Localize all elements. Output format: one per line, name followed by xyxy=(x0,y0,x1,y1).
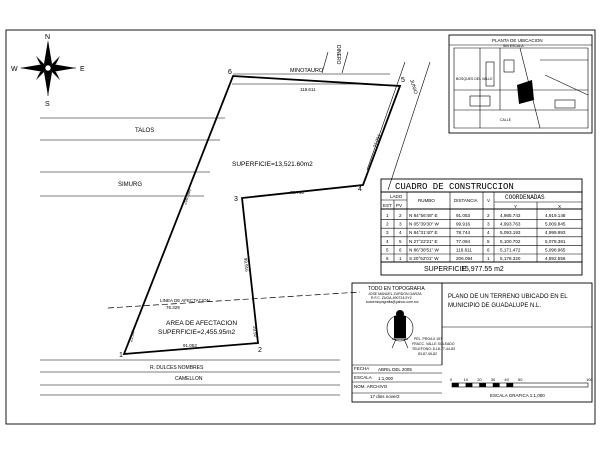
location-map-bosques: BOSQUES DEL VALLE xyxy=(456,77,493,81)
vertex-2: 2 xyxy=(258,347,262,354)
vertex-6: 6 xyxy=(228,69,232,76)
cuadro-cell-est: 3 xyxy=(386,230,389,236)
afectacion-title: AREA DE AFECTACION xyxy=(166,320,238,327)
compass-east: E xyxy=(80,66,85,73)
cuadro-cell-est: 5 xyxy=(386,247,389,253)
cuadro-cell-dist: 91.053 xyxy=(456,213,471,218)
cuadro-cell-v: 6 xyxy=(487,247,490,253)
vertex-3: 3 xyxy=(234,196,238,203)
compass-west: W xyxy=(11,66,18,73)
firm-email: todoentopografia@yahoo.com.mx xyxy=(366,300,419,304)
dim-small-a: 21.67 xyxy=(128,330,136,343)
firm-address-2: TELEFONO: 8-18-77-44-83 xyxy=(412,347,455,351)
cuadro-cell-rumbo: N 84°56'48" E xyxy=(409,213,438,218)
cuadro-rows xyxy=(381,213,582,261)
linea-afectacion-label: LINEA DE AFECTACION xyxy=(160,298,210,303)
cuadro-cell-v: 2 xyxy=(487,213,490,218)
cuadro-header-pv: PV xyxy=(396,203,403,208)
cuadro-cell-pv: 3 xyxy=(399,221,402,227)
firm-rfc: R.F.C. ZUGA-490724-9Y2 xyxy=(371,296,412,300)
cuadro-header-y: Y xyxy=(514,204,518,209)
cuadro-cell-y: 5,178.320 xyxy=(500,256,521,261)
cuadro-cell-est: 2 xyxy=(386,221,389,227)
scale-bar-segment xyxy=(493,383,500,387)
fecha-label: FECHA xyxy=(354,366,370,371)
firm-owner: JOSE MANUEL ZURDON GARZA xyxy=(368,292,422,296)
street-camellon-label: CAMELLON xyxy=(175,376,203,382)
cuadro-cell-pv: 5 xyxy=(399,238,402,244)
cuadro-cell-pv: 4 xyxy=(399,230,402,236)
location-map-title: PLANTA DE UBICACION xyxy=(492,38,543,43)
street-lines xyxy=(40,52,430,395)
cuadro-cell-x: 4,892.556 xyxy=(545,256,566,261)
scale-tick-label: 30 xyxy=(490,377,496,382)
vertex-1: 1 xyxy=(119,352,123,359)
cuadro-cell-x: 5,098.965 xyxy=(545,247,566,253)
north-arrow-icon xyxy=(20,40,76,96)
street-dulces-nombres-label: R. DULCES NOMBRES xyxy=(150,365,204,371)
cuadro-cell-y: 5,171.472 xyxy=(500,247,521,253)
plan-title-line-2: MUNICIPIO DE GUADALUPE N.L. xyxy=(448,303,542,309)
cuadro-cell-v: 1 xyxy=(487,256,490,261)
cuadro-cell-x: 4,919.148 xyxy=(545,213,566,218)
cuadro-cell-est: 1 xyxy=(386,213,389,218)
cuadro-cell-pv: 1 xyxy=(399,256,402,261)
scale-bar-segment xyxy=(506,383,513,387)
dim-2-1: 91.053 xyxy=(183,343,197,348)
cuadro-header-x: X xyxy=(558,204,562,209)
cuadro-cell-x: 4,999.993 xyxy=(545,230,566,236)
cuadro-cell-y: 5,100.702 xyxy=(500,238,521,244)
cuadro-title: CUADRO DE CONSTRUCCION xyxy=(395,182,514,192)
fecha-value: ABRIL DEL 2005 xyxy=(378,367,412,372)
location-map-calle: CALLE xyxy=(500,118,512,122)
cuadro-header-coordenadas: COORDENADAS xyxy=(505,194,545,201)
cuadro-cell-v: 4 xyxy=(487,230,490,236)
dim-small-b: 29.92 xyxy=(252,325,259,338)
vertex-5: 5 xyxy=(401,77,405,84)
firm-address-3: 83-87-06-82 xyxy=(418,352,438,356)
cuadro-cell-rumbo: S 20°52'01" W xyxy=(409,256,439,261)
graphic-scale-label: ESCALA GRAFICA 1:1,000 xyxy=(490,393,545,398)
dim-6-5: 118.611 xyxy=(300,87,316,92)
archivo-label: NOM. ARCHIVO xyxy=(354,384,388,389)
dim-3-2: 99.916 xyxy=(243,257,250,272)
afectacion-length: 76.329 xyxy=(166,305,180,310)
cuadro-header-lado: LADO xyxy=(390,194,403,199)
cuadro-cell-dist: 206.094 xyxy=(456,256,473,261)
compass-south: S xyxy=(45,101,50,108)
cuadro-header-distancia: DISTANCIA xyxy=(454,198,478,203)
scale-tick-label: 0 xyxy=(450,377,453,382)
dim-1-6: 206.094 xyxy=(182,188,193,206)
plan-title-line-1: PLANO DE UN TERRENO UBICADO EN EL xyxy=(448,294,568,300)
cuadro-cell-v: 3 xyxy=(487,221,490,227)
cuadro-cell-pv: 6 xyxy=(399,247,402,253)
firm-address-1: FRACC. VALLE SOLEADO xyxy=(412,342,455,346)
street-minotauro-label: MINOTAURO xyxy=(290,68,324,74)
street-dinero-label: DINERO xyxy=(335,45,341,65)
superficie-total: SUPERFICIE=13,521.60m2 xyxy=(232,161,313,168)
cuadro-cell-y: 4,993.763 xyxy=(500,221,521,227)
cuadro-cell-v: 5 xyxy=(487,238,490,244)
cuadro-superficie-value: 15,977.55 m2 xyxy=(461,266,504,273)
archivo-value: 17 dins nover2 xyxy=(370,394,400,399)
cuadro-header-est: EST xyxy=(383,203,392,208)
location-map-scale: SIN ESCALA xyxy=(503,44,524,48)
cuadro-cell-dist: 78.744 xyxy=(456,230,471,236)
street-simurg-label: SIMURG xyxy=(118,182,142,188)
firm-logo-icon xyxy=(387,310,413,348)
scale-tick-label: 50 xyxy=(518,377,523,382)
scale-tick-label: 20 xyxy=(477,377,482,382)
cuadro-cell-pv: 2 xyxy=(399,213,402,218)
firm-reg: PEL. PROA # 157 xyxy=(414,337,443,341)
afectacion-superficie: SUPERFICIE=2,455.95m2 xyxy=(158,329,236,336)
vertex-4: 4 xyxy=(358,186,362,193)
cuadro-cell-y: 5,093.193 xyxy=(500,230,521,236)
street-talos-label: TALOS xyxy=(135,128,155,134)
cuadro-cell-rumbo: N 05°39'30" W xyxy=(409,221,439,227)
street-junio-label: JUNIO xyxy=(408,78,419,95)
escala-label: ESCALA xyxy=(354,375,372,380)
cuadro-cell-x: 5,009.845 xyxy=(545,221,566,227)
cuadro-header-v: V xyxy=(487,198,491,203)
cuadro-cell-rumbo: N 27°22'21" E xyxy=(409,238,438,244)
cuadro-superficie-label: SUPERFICIE xyxy=(424,266,467,273)
scale-bar-segment xyxy=(466,383,473,387)
scale-tick-label: 10 xyxy=(463,377,469,382)
scale-tick-label: 100 xyxy=(586,377,593,382)
cuadro-cell-y: 4,985.743 xyxy=(500,213,521,218)
cuadro-cell-dist: 99.916 xyxy=(456,221,471,227)
cuadro-cell-est: 6 xyxy=(386,256,389,261)
dim-5-4: 77.094 xyxy=(372,133,382,149)
cuadro-cell-est: 4 xyxy=(386,238,389,244)
scale-tick-label: 40 xyxy=(504,377,509,382)
scale-bar-segment xyxy=(479,383,486,387)
cuadro-cell-x: 5,078.381 xyxy=(545,238,566,244)
compass-north: N xyxy=(45,34,51,41)
firm-name: TODO EN TOPOGRAFIA xyxy=(368,286,425,292)
scale-bar-segment xyxy=(452,383,459,387)
dim-4-3: 78.746 xyxy=(290,190,304,195)
cuadro-cell-rumbo: N 86°38'51" W xyxy=(409,247,439,253)
graphic-scale-bar xyxy=(450,377,593,387)
location-map xyxy=(449,35,592,133)
escala-value: 1:1,000 xyxy=(378,376,394,381)
cuadro-cell-rumbo: N 84°31'40" E xyxy=(409,230,438,236)
cuadro-header-rumbo: RUMBO xyxy=(418,198,435,203)
cuadro-cell-dist: 77.094 xyxy=(456,238,471,244)
cuadro-cell-dist: 116.611 xyxy=(456,247,472,253)
